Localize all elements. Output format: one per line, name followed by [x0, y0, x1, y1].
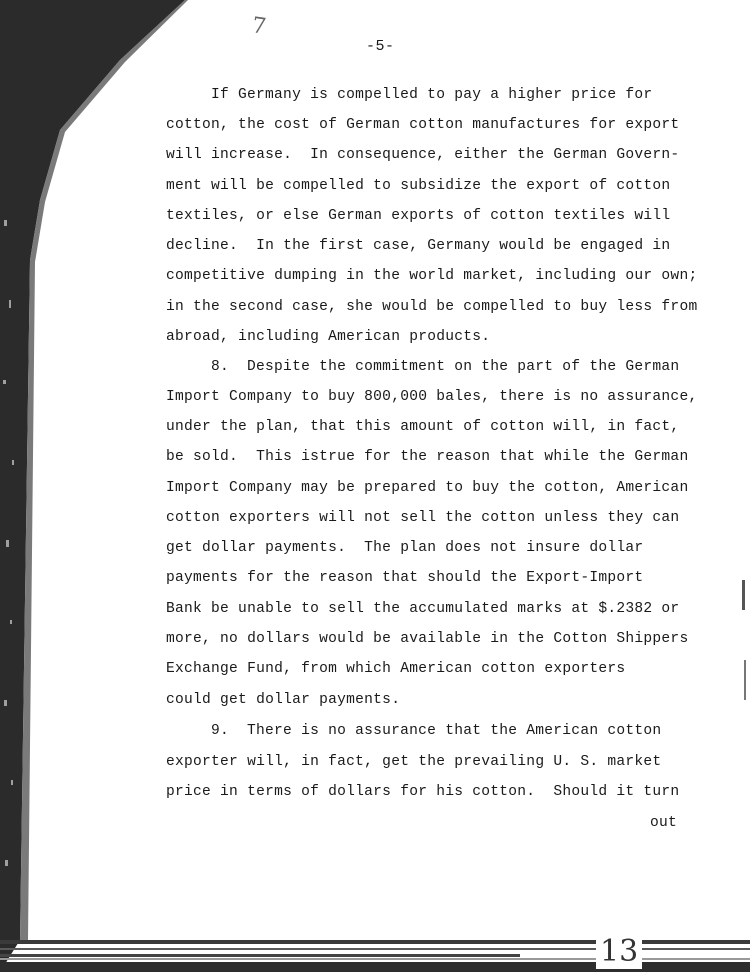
text-line: could get dollar payments. — [166, 692, 401, 708]
text-line: price in terms of dollars for his cotton. Should it turn — [166, 784, 680, 800]
text-line: If Germany is compelled to pay a higher price for — [211, 87, 653, 103]
text-line: abroad, including American products. — [166, 329, 491, 345]
text-line: get dollar payments. The plan does not insure dollar — [166, 540, 644, 556]
text-line: more, no dollars would be available in the Cotton Shippers — [166, 631, 689, 647]
text-line: under the plan, that this amount of cotton will, in fact, — [166, 419, 680, 435]
text-line: Import Company may be prepared to buy the cotton, American — [166, 480, 689, 496]
text-line: in the second case, she would be compelled to buy less from — [166, 299, 698, 315]
text-line: cotton exporters will not sell the cotton unless they can — [166, 510, 680, 526]
catchword: out — [650, 815, 678, 831]
text-line: 8. Despite the commitment on the part of the German — [211, 359, 680, 375]
text-line: ment will be compelled to subsidize the export of cotton — [166, 178, 671, 194]
text-line: payments for the reason that should the Export-Import — [166, 570, 644, 586]
text-line: Exchange Fund, from which American cotton exporters — [166, 661, 626, 677]
text-line: 9. There is no assurance that the American cotton — [211, 723, 662, 739]
text-line: Import Company to buy 800,000 bales, there is no assurance, — [166, 389, 698, 405]
page-number: -5- — [366, 38, 395, 55]
text-line: cotton, the cost of German cotton manufactures for export — [166, 117, 680, 133]
text-line: textiles, or else German exports of cotton textiles will — [166, 208, 671, 224]
text-line: decline. In the first case, Germany would be engaged in — [166, 238, 671, 254]
handwritten-mark-top: 7 — [250, 13, 268, 40]
text-line: will increase. In consequence, either the German Govern- — [166, 147, 680, 163]
text-line: competitive dumping in the world market, including our own; — [166, 268, 698, 284]
handwritten-mark-bottom: 13 — [596, 934, 642, 969]
text-line: be sold. This istrue for the reason that while the German — [166, 449, 689, 465]
text-line: exporter will, in fact, get the prevailing U. S. market — [166, 754, 662, 770]
text-line: Bank be unable to sell the accumulated marks at $.2382 or — [166, 601, 680, 617]
